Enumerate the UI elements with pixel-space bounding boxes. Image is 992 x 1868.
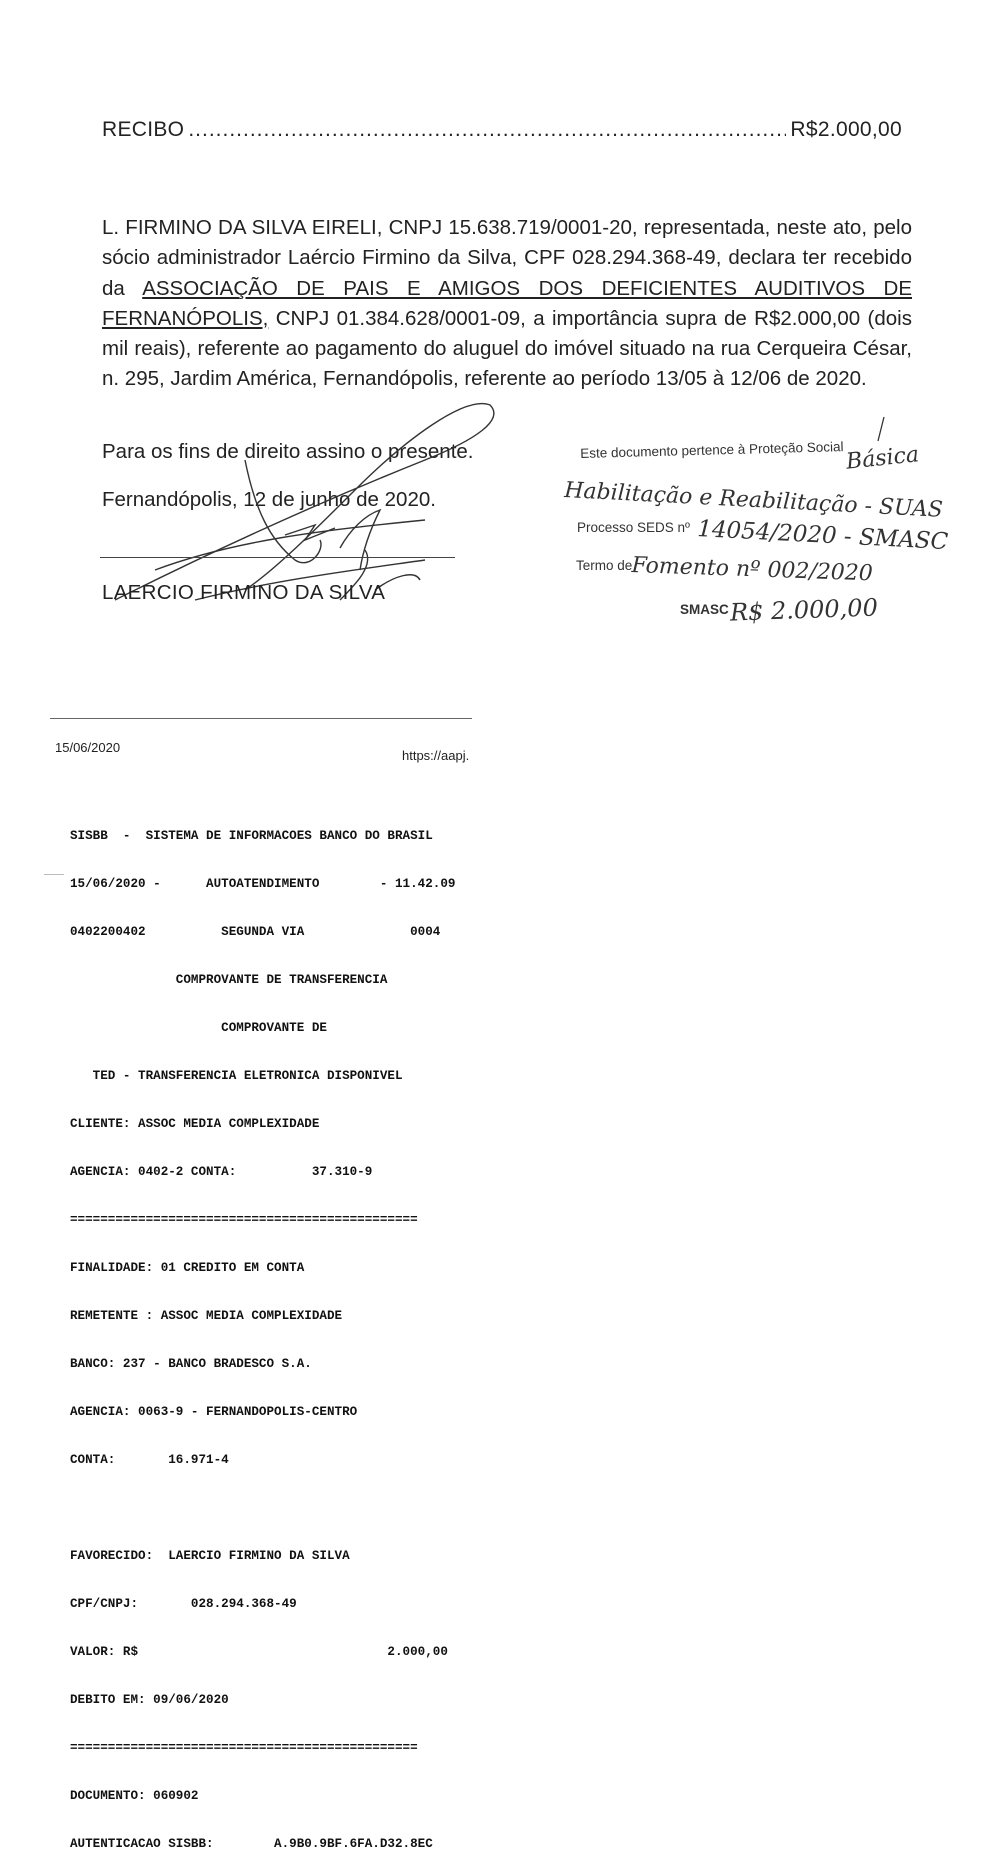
stamp-processo-label: Processo SEDS nº: [577, 520, 690, 535]
scan-mark: [44, 874, 64, 875]
bank-receipt-body: [70, 796, 455, 1868]
receipt-line: DOCUMENTO: 060902: [70, 1789, 199, 1803]
receipt-line: COMPROVANTE DE: [70, 1021, 327, 1035]
signature-line: [100, 557, 455, 558]
stamp-smasc-label: SMASC: [680, 602, 729, 617]
receipt-line: VALOR: R$ 2.000,00: [70, 1645, 448, 1659]
bank-print-url: https://aapj.: [402, 748, 470, 763]
stamp-hand-2: Habilitação e Reabilitação - SUAS: [563, 478, 944, 523]
receipt-line: ==============================================: [70, 1213, 418, 1227]
place-date: Fernandópolis, 12 de junho de 2020.: [102, 488, 436, 511]
stamp-hand-1: Básica: [844, 442, 921, 475]
dotted-leader: [188, 118, 786, 142]
stamp-termo-hand: Fomento nº 002/2020: [631, 553, 874, 587]
receipt-line: AGENCIA: 0402-2 CONTA: 37.310-9: [70, 1165, 373, 1179]
receipt-title: RECIBO: [102, 118, 185, 141]
receipt-line: SISBB - SISTEMA DE INFORMACOES BANCO DO BRASIL: [70, 829, 433, 843]
receipt-body: [102, 213, 912, 395]
receipt-line: AUTENTICACAO SISBB: A.9B0.9BF.6FA.D32.8EC: [70, 1837, 433, 1851]
receipt-line: DEBITO EM: 09/06/2020: [70, 1693, 229, 1707]
stamp-processo-hand: 14054/2020 - SMASC: [696, 516, 949, 556]
stamp-line-1: Este documento pertence à Proteção Social: [580, 439, 844, 461]
organization-name: ASSOCIAÇÃO DE PAIS E AMIGOS DOS DEFICIENTES AUDITIVOS DE FERNANÓPOLIS,: [102, 276, 912, 330]
receipt-amount: R$2.000,00: [790, 118, 902, 141]
receipt-line: ==============================================: [70, 1741, 418, 1755]
receipt-line: AGENCIA: 0063-9 - FERNANDOPOLIS-CENTRO: [70, 1405, 358, 1419]
receipt-line: FAVORECIDO: LAERCIO FIRMINO DA SILVA: [70, 1549, 350, 1563]
stamp-termo-label: Termo de: [576, 558, 633, 573]
receipt-line: CONTA: 16.971-4: [70, 1453, 229, 1467]
receipt-header: [102, 118, 902, 142]
signer-name: LAERCIO FIRMINO DA SILVA: [102, 581, 386, 604]
receipt-line: FINALIDADE: 01 CREDITO EM CONTA: [70, 1261, 305, 1275]
receipt-line: COMPROVANTE DE TRANSFERENCIA: [70, 973, 388, 987]
receipt-line: TED - TRANSFERENCIA ELETRONICA DISPONIVEL: [70, 1069, 403, 1083]
receipt-line: 15/06/2020 - AUTOATENDIMENTO - 11.42.09: [70, 877, 456, 891]
receipt-line: REMETENTE : ASSOC MEDIA COMPLEXIDADE: [70, 1309, 343, 1323]
body-part-1: L. FIRMINO DA SILVA EIRELI, CNPJ 15.638.719/0001-20, representada, neste ato, pelo sócio administrador Laércio Firmino da Silva, CPF 028.294.368-49, declara ter recebido da: [102, 216, 912, 300]
receipt-top-rule: [50, 718, 472, 719]
bank-print-date: 15/06/2020: [55, 740, 121, 755]
receipt-line: BANCO: 237 - BANCO BRADESCO S.A.: [70, 1357, 312, 1371]
stamp-smasc-hand: R$ 2.000,00: [729, 593, 879, 627]
receipt-line: [70, 1500, 455, 1516]
pen-mark: [870, 415, 890, 445]
receipt-line: CLIENTE: ASSOC MEDIA COMPLEXIDADE: [70, 1117, 320, 1131]
closing-statement: Para os fins de direito assino o presente.: [102, 440, 474, 463]
receipt-line: CPF/CNPJ: 028.294.368-49: [70, 1597, 297, 1611]
body-part-2: CNPJ 01.384.628/0001-09, a importância supra de R$2.000,00 (dois mil reais), referente ao pagamento do aluguel do imóvel situado na rua Cerqueira César, n. 295, Jardim América, Fernandópolis, referente ao período 13/05 à 12/06 de 2020.: [102, 306, 912, 391]
receipt-line: 0402200402 SEGUNDA VIA 0004: [70, 925, 441, 939]
